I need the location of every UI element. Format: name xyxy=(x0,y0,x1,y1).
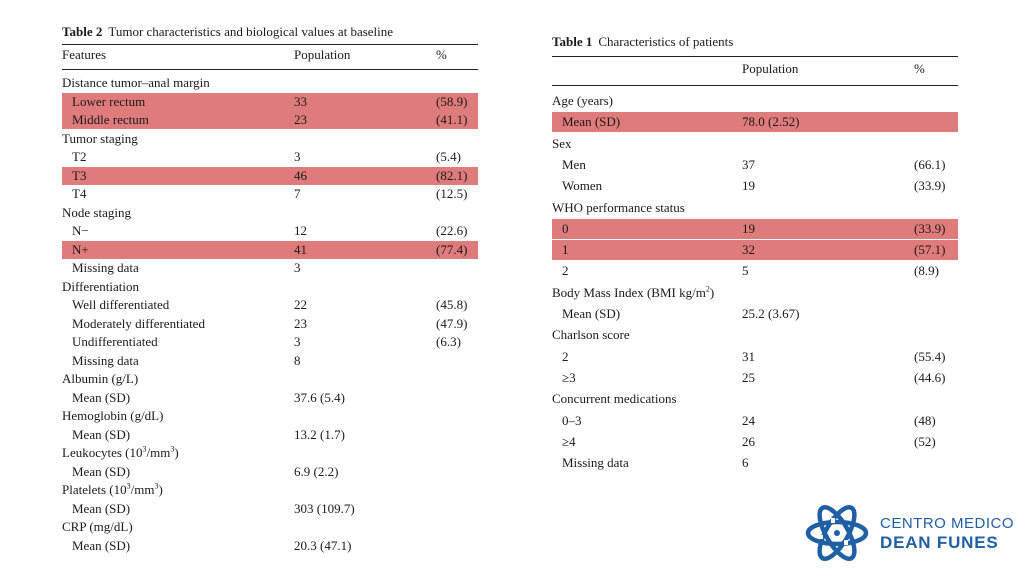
table-row xyxy=(62,500,478,518)
row-percent: (44.6) xyxy=(914,369,946,385)
row-population: 19 xyxy=(742,178,755,194)
row-population: 19 xyxy=(742,220,755,236)
table-row xyxy=(62,296,478,314)
row-population: 3 xyxy=(294,149,301,164)
row-label: Platelets $(10^3/mm^3)$ xyxy=(62,481,163,497)
logo-line-1: CENTRO MEDICO xyxy=(880,515,1014,532)
row-population: 23 xyxy=(294,112,307,127)
row-percent: (77.4) xyxy=(436,241,468,257)
row-label: Differentiation xyxy=(62,278,140,294)
table-row xyxy=(62,167,478,185)
table-row xyxy=(62,204,478,222)
row-label: Missing data xyxy=(72,352,139,368)
row-label: T4 xyxy=(72,186,87,201)
table-row xyxy=(62,241,478,259)
table-row xyxy=(552,112,958,132)
table-1-header xyxy=(552,59,958,79)
logo-line-2: DEAN FUNES xyxy=(880,533,999,552)
row-percent: (22.6) xyxy=(436,223,468,238)
table-2-caption xyxy=(62,24,393,40)
row-population: 303 (109.7) xyxy=(294,500,355,516)
table-row xyxy=(62,426,478,444)
table-row xyxy=(552,304,958,324)
row-population: 41 xyxy=(294,241,307,257)
row-population: 6 xyxy=(742,455,749,471)
row-label: Well differentiated xyxy=(72,297,170,312)
table-row xyxy=(552,91,958,111)
logo-text xyxy=(880,514,1014,552)
table-1-title: Characteristics of patients xyxy=(598,34,734,49)
atom-icon xyxy=(804,500,870,566)
row-population: 22 xyxy=(294,297,307,312)
table-1-header-rule xyxy=(552,85,958,86)
row-population: 32 xyxy=(742,242,755,258)
row-population: 25.2 (3.67) xyxy=(742,306,800,321)
row-population: 3 xyxy=(294,334,301,349)
table-row xyxy=(62,74,478,92)
row-label: 2 xyxy=(562,263,569,279)
row-label: Women xyxy=(562,178,603,194)
row-percent: (5.4) xyxy=(436,149,461,164)
row-label: Concurrent medications xyxy=(552,391,677,407)
row-population: 8 xyxy=(294,352,301,368)
table-row xyxy=(62,259,478,277)
row-percent: (6.3) xyxy=(436,334,461,349)
row-population: 25 xyxy=(742,369,755,385)
centro-medico-logo xyxy=(804,500,1014,566)
row-population: 46 xyxy=(294,167,307,183)
header-population: Population xyxy=(742,61,799,76)
row-population: 13.2 (1.7) xyxy=(294,426,345,442)
row-percent: (12.5) xyxy=(436,186,468,201)
row-percent: (41.1) xyxy=(436,112,468,127)
row-label: CRP (mg/dL) xyxy=(62,519,133,534)
table-row xyxy=(552,368,958,388)
row-label: T3 xyxy=(72,167,87,183)
table-row xyxy=(552,198,958,218)
row-percent: (55.4) xyxy=(914,348,946,364)
row-label: 0 xyxy=(562,220,569,236)
row-label: ≥3 xyxy=(562,369,576,385)
row-percent: (47.9) xyxy=(436,315,468,331)
table-2 xyxy=(62,0,478,576)
row-percent: (8.9) xyxy=(914,263,939,279)
table-row xyxy=(62,370,478,388)
table-1-caption xyxy=(552,34,733,50)
table-row xyxy=(62,185,478,203)
row-label: Tumor staging xyxy=(62,130,138,146)
row-label: Mean (SD) xyxy=(72,537,131,553)
header-percent: % xyxy=(436,47,447,62)
row-label: 0–3 xyxy=(562,412,582,428)
table-row xyxy=(552,432,958,452)
row-label: Node staging xyxy=(62,204,131,220)
table-row xyxy=(552,261,958,281)
row-label: ≥4 xyxy=(562,433,576,449)
row-population: 6.9 (2.2) xyxy=(294,463,339,479)
row-population: 12 xyxy=(294,223,307,238)
row-label: WHO performance status xyxy=(552,199,685,215)
table-row xyxy=(552,155,958,175)
table-row xyxy=(552,176,958,196)
row-label: Missing data xyxy=(72,260,139,275)
row-percent: (52) xyxy=(914,433,936,449)
table-row xyxy=(62,518,478,536)
table-row xyxy=(62,148,478,166)
row-population: 37 xyxy=(742,156,755,172)
row-label: Leukocytes $(10^3/mm^3)$ xyxy=(62,444,179,460)
row-label: Body Mass Index (BMI $kg/m^2$) xyxy=(552,284,715,300)
row-label: Charlson score xyxy=(552,327,630,343)
row-label: Moderately differentiated xyxy=(72,315,205,331)
row-label: Sex xyxy=(552,135,572,151)
row-population: 37.6 (5.4) xyxy=(294,389,345,405)
table-row xyxy=(552,134,958,154)
row-label: T2 xyxy=(72,149,87,164)
row-percent: (48) xyxy=(914,412,936,428)
row-label: Distance tumor–anal margin xyxy=(62,75,210,90)
row-label: Undifferentiated xyxy=(72,334,158,349)
table-2-title: Tumor characteristics and biological values at baseline xyxy=(108,24,394,39)
table-row xyxy=(62,444,478,462)
table-2-top-rule xyxy=(62,44,478,45)
table-1-number: Table 1 xyxy=(552,34,593,49)
row-label: N+ xyxy=(72,241,89,257)
table-row xyxy=(62,222,478,240)
table-row xyxy=(62,481,478,499)
row-label: Mean (SD) xyxy=(72,389,131,405)
header-percent: % xyxy=(914,61,925,76)
row-population: 23 xyxy=(294,315,307,331)
row-population: 7 xyxy=(294,186,301,201)
row-percent: (82.1) xyxy=(436,167,468,183)
row-percent: (58.9) xyxy=(436,93,468,109)
table-row xyxy=(62,278,478,296)
table-1 xyxy=(552,0,958,576)
row-label: Men xyxy=(562,156,586,172)
row-population: 20.3 (47.1) xyxy=(294,537,352,553)
row-population: 78.0 (2.52) xyxy=(742,114,800,130)
table-row xyxy=(62,352,478,370)
table-row xyxy=(552,347,958,367)
row-label: 1 xyxy=(562,242,569,258)
header-features: Features xyxy=(62,47,107,62)
table-row xyxy=(552,453,958,473)
row-population: 24 xyxy=(742,412,755,428)
row-label: Lower rectum xyxy=(72,93,146,109)
row-population: 31 xyxy=(742,348,755,364)
row-label: Middle rectum xyxy=(72,112,149,127)
row-label: 2 xyxy=(562,348,569,364)
row-label: Mean (SD) xyxy=(72,463,131,479)
row-label: Mean (SD) xyxy=(72,500,131,516)
row-label: Mean (SD) xyxy=(562,114,621,130)
row-label: Albumin (g/L) xyxy=(62,371,139,386)
table-row xyxy=(552,219,958,239)
table-row xyxy=(552,411,958,431)
table-1-top-rule xyxy=(552,56,958,57)
row-population: 3 xyxy=(294,260,301,275)
row-population: 5 xyxy=(742,263,749,279)
table-row xyxy=(62,93,478,111)
table-row xyxy=(552,283,958,303)
header-population: Population xyxy=(294,47,351,62)
row-percent: (33.9) xyxy=(914,178,946,194)
row-percent: (66.1) xyxy=(914,156,946,172)
row-label: Age (years) xyxy=(552,93,613,108)
table-2-header xyxy=(62,46,478,64)
row-label: Hemoglobin (g/dL) xyxy=(62,408,164,423)
table-row xyxy=(62,463,478,481)
table-row xyxy=(552,389,958,409)
table-row xyxy=(62,407,478,425)
table-2-number: Table 2 xyxy=(62,24,103,39)
row-label: Missing data xyxy=(562,455,629,471)
row-label: N− xyxy=(72,223,89,238)
row-label: Mean (SD) xyxy=(562,306,621,321)
row-label: Mean (SD) xyxy=(72,426,131,442)
table-row xyxy=(62,130,478,148)
table-2-header-rule xyxy=(62,69,478,70)
table-row xyxy=(552,240,958,260)
row-percent: (57.1) xyxy=(914,242,946,258)
row-population: 33 xyxy=(294,93,307,109)
table-row xyxy=(62,537,478,555)
table-row xyxy=(62,389,478,407)
row-percent: (45.8) xyxy=(436,297,468,312)
row-percent: (33.9) xyxy=(914,220,946,236)
table-row xyxy=(62,315,478,333)
table-row xyxy=(552,325,958,345)
row-population: 26 xyxy=(742,433,755,449)
table-row xyxy=(62,111,478,129)
table-row xyxy=(62,333,478,351)
